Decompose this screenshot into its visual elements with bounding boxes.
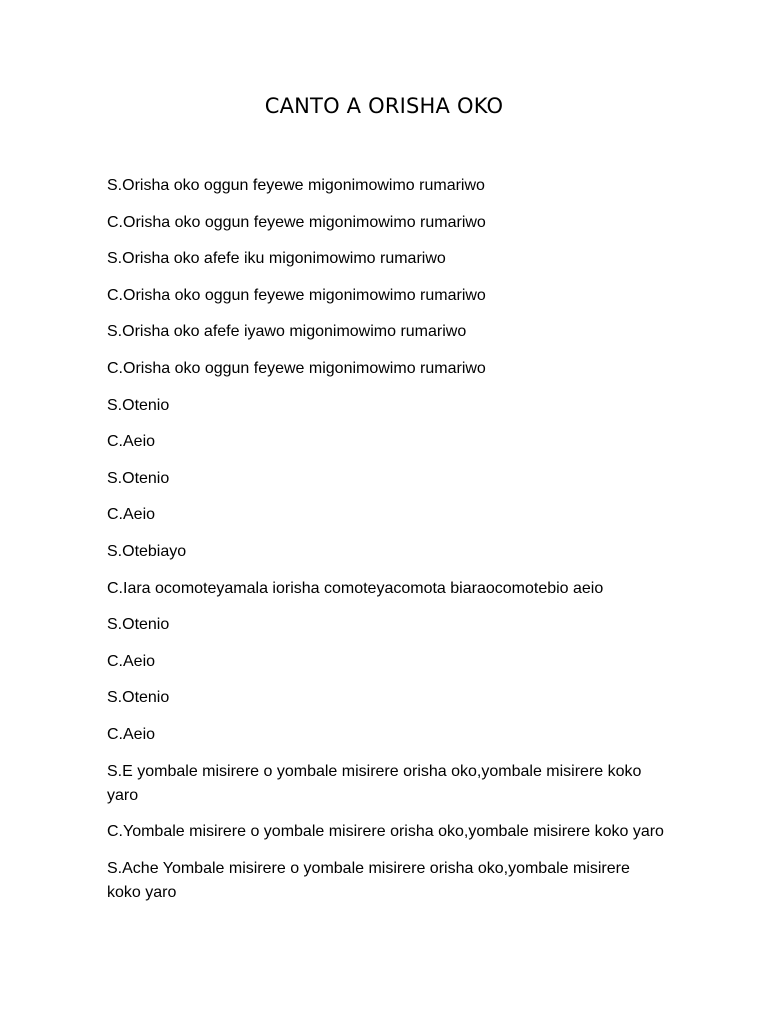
song-line: C.Aeio [107, 652, 156, 670]
document-title: CANTO A ORISHA OKO [264, 94, 504, 118]
song-lines [107, 174, 667, 917]
song-line: S.Otenio [107, 689, 170, 707]
song-line: C.Orisha oko oggun feyewe migonimowimo rumariwo [107, 213, 486, 231]
song-line: S.Otenio [107, 469, 170, 487]
song-line: C.Orisha oko oggun feyewe migonimowimo rumariwo [107, 286, 486, 304]
song-line: S.Orisha oko afefe iyawo migonimowimo rumariwo [107, 323, 467, 341]
song-line: C.Iara ocomoteyamala iorisha comoteyacomota biaraocomotebio aeio [107, 579, 604, 597]
song-line: S.Orisha oko oggun feyewe migonimowimo rumariwo [107, 177, 485, 194]
song-line: C.Yombale misirere o yombale misirere orisha oko,yombale misirere koko yaro [107, 823, 664, 841]
song-line: C.Aeio [107, 506, 156, 524]
song-line: S.E yombale misirere o yombale misirere orisha oko,yombale misirere koko yaro [107, 762, 642, 804]
song-line: C.Aeio [107, 725, 156, 743]
song-line: C.Aeio [107, 433, 156, 451]
song-line: S.Otenio [107, 616, 170, 634]
song-line: S.Otebiayo [107, 542, 187, 560]
song-line: S.Otenio [107, 396, 170, 414]
song-line: S.Orisha oko afefe iku migonimowimo rumariwo [107, 250, 446, 268]
song-line: S.Ache Yombale misirere o yombale misirere orisha oko,yombale misirere koko yaro [107, 859, 630, 901]
song-line: C.Orisha oko oggun feyewe migonimowimo rumariwo [107, 359, 486, 377]
